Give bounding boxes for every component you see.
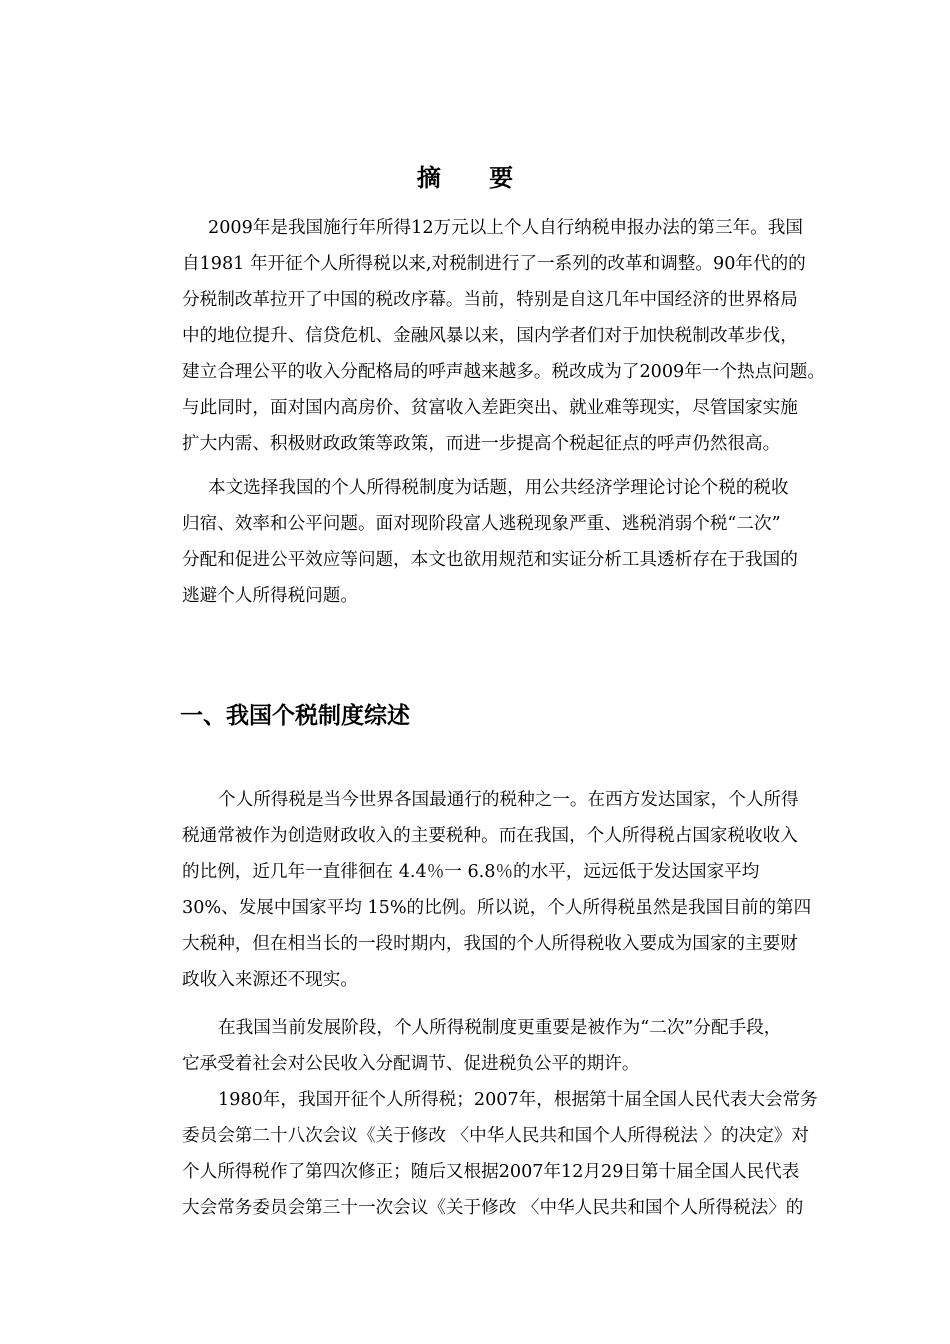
- section1-paragraph-3: [182, 1082, 882, 1226]
- section-heading: 一、我国个税制度综述: [180, 703, 410, 729]
- section1-paragraph-1: [182, 782, 882, 998]
- text-line: 委员会第二十八次会议《关于修改 〈中华人民共和国个人所得税法 〉的决定》对: [182, 1126, 809, 1146]
- text-line: 大税种，但在相当长的一段时期内，我国的个人所得税收入要成为国家的主要财: [182, 934, 798, 954]
- abstract-paragraph-1: [182, 210, 882, 462]
- text-line: 政收入来源还不现实。: [182, 970, 358, 990]
- text-line: 在我国当前发展阶段，个人所得税制度更重要是被作为“二次”分配手段，: [218, 1018, 782, 1038]
- text-line: 自1981 年开征个人所得税以来,对税制进行了一系列的改革和调整。90年代的的: [182, 254, 806, 274]
- text-line: 30%、发展中国家平均 15%的比例。所以说，个人所得税虽然是我国目前的第四: [182, 898, 812, 918]
- text-line: 1980年，我国开征个人所得税；2007年，根据第十届全国人民代表大会常务: [218, 1090, 818, 1110]
- text-line: 本文选择我国的个人所得税制度为话题，用公共经济学理论讨论个税的税收: [208, 478, 789, 498]
- text-line: 个人所得税作了第四次修正；随后又根据2007年12月29日第十届全国人民代表: [182, 1162, 800, 1182]
- abstract-title: 摘 要: [416, 164, 534, 192]
- section1-paragraph-2: [182, 1010, 882, 1082]
- abstract-paragraph-2: [182, 470, 882, 614]
- text-line: 扩大内需、积极财政政策等政策，而进一步提高个税起征点的呼声仍然很高。: [182, 434, 781, 454]
- text-line: 个人所得税是当今世界各国最通行的税种之一。在西方发达国家，个人所得: [218, 790, 799, 810]
- text-line: 中的地位提升、信贷危机、金融风暴以来，国内学者们对于加快税制改革步伐，: [182, 326, 798, 346]
- text-line: 与此同时，面对国内高房价、贫富收入差距突出、就业难等现实，尽管国家实施: [182, 398, 798, 418]
- text-line: 分税制改革拉开了中国的税改序幕。当前，特别是自这几年中国经济的世界格局: [182, 290, 798, 310]
- text-line: 建立合理公平的收入分配格局的呼声越来越多。税改成为了2009年一个热点问题。: [182, 362, 825, 382]
- text-line: 2009年是我国施行年所得12万元以上个人自行纳税申报办法的第三年。我国: [208, 218, 803, 238]
- text-line: 大会常务委员会第三十一次会议《关于修改 〈中华人民共和国个人所得税法〉的: [182, 1198, 804, 1218]
- text-line: 分配和促进公平效应等问题，本文也欲用规范和实证分析工具透析存在于我国的: [182, 550, 798, 570]
- text-line: 它承受着社会对公民收入分配调节、促进税负公平的期许。: [182, 1054, 640, 1074]
- text-line: 税通常被作为创造财政收入的主要税种。而在我国，个人所得税占国家税收收入: [182, 826, 798, 846]
- text-line: 的比例，近几年一直徘徊在 4.4％一 6.8％的水平，远远低于发达国家平均: [182, 862, 760, 882]
- text-line: 逃避个人所得税问题。: [182, 586, 358, 606]
- text-line: 归宿、效率和公平问题。面对现阶段富人逃税现象严重、逃税消弱个税“二次”: [182, 514, 781, 534]
